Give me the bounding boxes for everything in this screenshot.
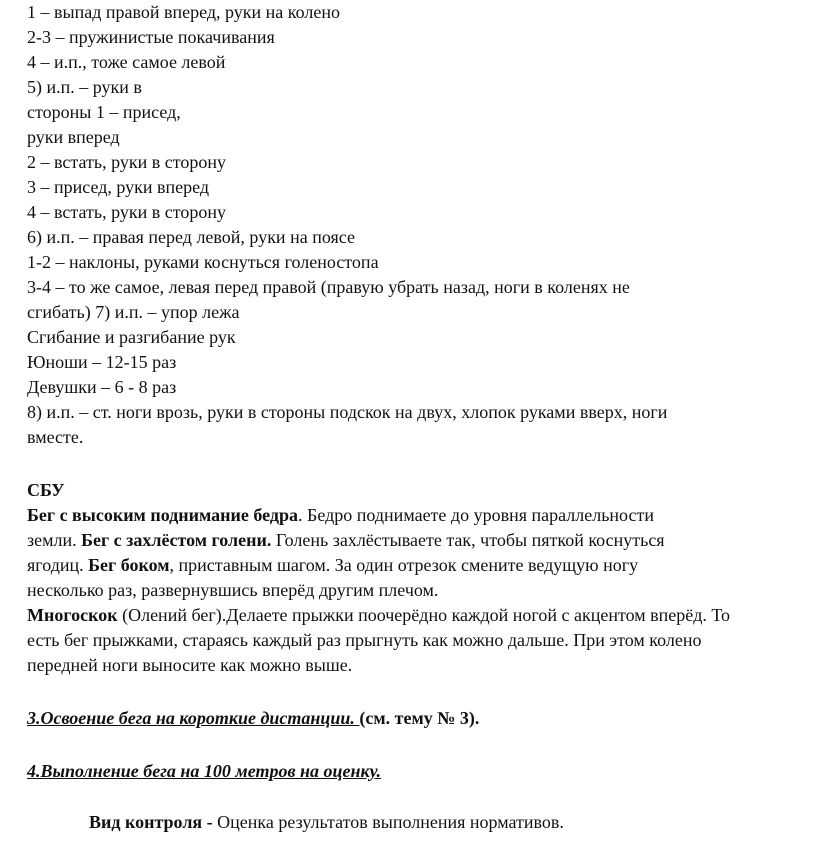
control-label: Вид контроля - — [89, 812, 218, 832]
exercise-line: 3 – присед, руки вперед — [27, 177, 210, 197]
exercise-line: 4 – и.п., тоже самое левой — [27, 52, 226, 72]
sbu-text: ягодиц. — [27, 555, 89, 575]
control-line — [89, 810, 564, 835]
control-text: Оценка результатов выполнения нормативов. — [217, 812, 564, 832]
section-3 — [27, 706, 479, 731]
exercise-line: 2 – встать, руки в сторону — [27, 152, 226, 172]
section-4 — [27, 759, 381, 784]
sbu-text: передней ноги выносите как можно выше. — [27, 655, 353, 675]
exercise-line: Девушки – 6 - 8 раз — [27, 377, 177, 397]
exercise-line: 6) и.п. – правая перед левой, руки на поясе — [27, 227, 355, 247]
exercise-line: 4 – встать, руки в сторону — [27, 202, 226, 222]
exercise-line: 1-2 – наклоны, руками коснуться голеностопа — [27, 252, 379, 272]
exercise-line: руки вперед — [27, 127, 120, 147]
exercise-line: 8) и.п. – ст. ноги врозь, руки в стороны подскок на двух, хлопок руками вверх, ноги — [27, 402, 668, 422]
sbu-line — [27, 578, 438, 603]
sbu-line — [27, 603, 730, 628]
sbu-term: Бег с захлёстом голени. — [81, 530, 272, 550]
sbu-term: Бег с высоким поднимание бедра — [27, 505, 299, 525]
section-3-ref: (см. тему № 3). — [359, 708, 480, 728]
sbu-line — [27, 653, 352, 678]
sbu-text: , приставным шагом. За один отрезок смените ведущую ногу — [169, 555, 639, 575]
sbu-line — [27, 528, 665, 553]
sbu-text: земли. — [27, 530, 82, 550]
exercise-line: Сгибание и разгибание рук — [27, 327, 236, 347]
exercise-line: 1 – выпад правой вперед, руки на колено — [27, 2, 340, 22]
sbu-term: Бег боком — [88, 555, 170, 575]
exercise-line: Юноши – 12-15 раз — [27, 352, 177, 372]
sbu-text: . Бедро поднимаете до уровня параллельности — [298, 505, 654, 525]
exercise-line: 2-3 – пружинистые покачивания — [27, 27, 275, 47]
sbu-heading-text: СБУ — [27, 480, 65, 500]
sbu-line — [27, 628, 701, 653]
exercise-line: 5) и.п. – руки в — [27, 77, 142, 97]
exercise-line: вместе. — [27, 427, 84, 447]
sbu-text: есть бег прыжками, стараясь каждый раз прыгнуть как можно дальше. При этом колено — [27, 630, 702, 650]
sbu-line — [27, 553, 638, 578]
exercise-line: 3-4 – то же самое, левая перед правой (правую убрать назад, ноги в коленях не — [27, 277, 630, 297]
sbu-text: (Олений бег).Делаете прыжки поочерёдно каждой ногой с акцентом вперёд. То — [117, 605, 731, 625]
sbu-line — [27, 503, 654, 528]
sbu-text: Голень захлёстываете так, чтобы пяткой коснуться — [271, 530, 665, 550]
sbu-text: несколько раз, развернувшись вперёд другим плечом. — [27, 580, 439, 600]
sbu-heading — [27, 478, 64, 503]
exercise-line: стороны 1 – присед, — [27, 102, 181, 122]
section-3-title: 3.Освоение бега на короткие дистанции. — [27, 708, 360, 728]
section-4-title: 4.Выполнение бега на 100 метров на оценку. — [27, 761, 381, 781]
sbu-term: Многоскок — [27, 605, 118, 625]
exercise-line: сгибать) 7) и.п. – упор лежа — [27, 302, 240, 322]
